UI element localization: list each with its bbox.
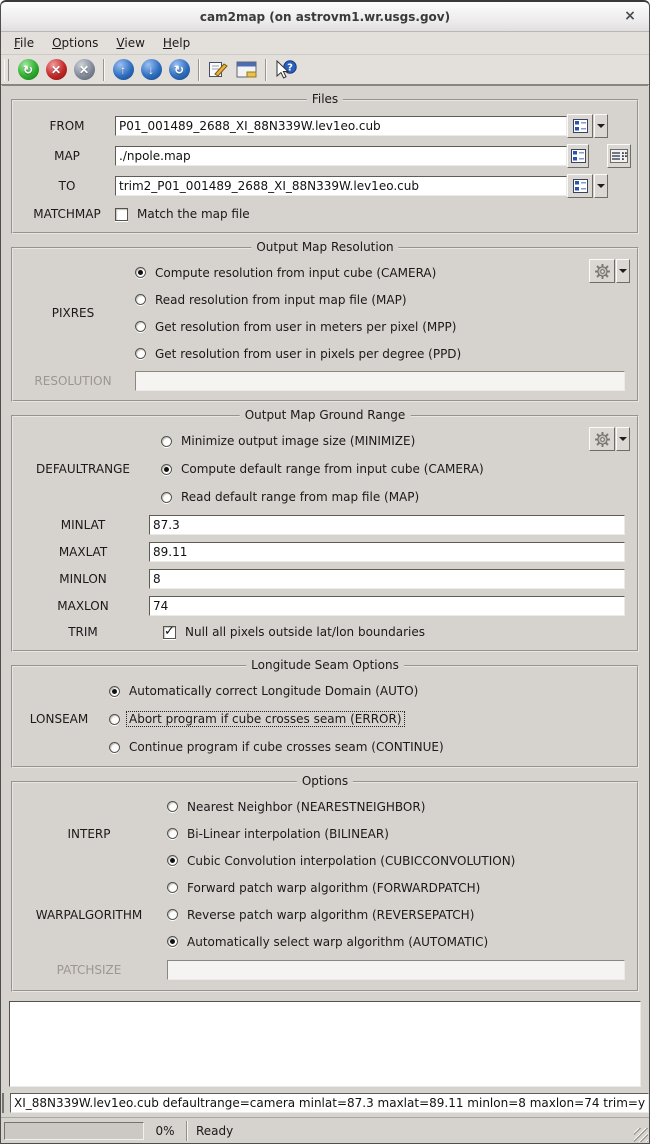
progress-percent: 0% xyxy=(155,1123,175,1138)
edit-log-button[interactable] xyxy=(206,58,230,82)
map-editor-button[interactable] xyxy=(607,144,631,168)
history-down-button[interactable] xyxy=(139,58,163,82)
radio-icon[interactable] xyxy=(135,321,146,332)
radio-icon[interactable] xyxy=(167,909,178,920)
run-icon: ↻ xyxy=(18,59,39,80)
minlat-input[interactable] xyxy=(149,515,625,535)
pixres-label: PIXRES xyxy=(51,306,95,320)
toolbar-separator xyxy=(103,59,104,81)
command-line-row xyxy=(1,1092,649,1114)
menu-help[interactable]: Help xyxy=(162,35,191,50)
resolution-input[interactable] xyxy=(135,371,625,391)
menu-view[interactable]: View xyxy=(116,35,145,50)
options-legend: Options xyxy=(297,774,353,788)
defaultrange-label: DEFAULTRANGE xyxy=(36,462,130,476)
minlat-row xyxy=(19,511,631,538)
minlat-label: MINLAT xyxy=(60,517,106,532)
trim-row xyxy=(19,619,631,645)
interp-option-cubic[interactable]: Cubic Convolution interpolation (CUBICCONVOLUTION) xyxy=(167,847,631,874)
lonseam-section xyxy=(19,677,631,761)
maxlon-label: MAXLON xyxy=(57,598,109,613)
defaultrange-option-minimize[interactable]: Minimize output image size (MINIMIZE) xyxy=(161,427,631,455)
pixres-option-camera[interactable]: Compute resolution from input cube (CAMERA) xyxy=(135,259,631,286)
radio-icon[interactable] xyxy=(167,855,178,866)
interp-section xyxy=(19,793,631,874)
patchsize-label: PATCHSIZE xyxy=(56,963,122,977)
window-panel-button[interactable] xyxy=(234,58,258,82)
warp-section xyxy=(19,874,631,955)
log-output-area[interactable] xyxy=(9,1001,641,1087)
radio-icon[interactable] xyxy=(135,294,146,305)
lonseam-option-auto[interactable]: Automatically correct Longitude Domain (AUTO) xyxy=(109,677,631,705)
trim-checkbox[interactable]: ✓ xyxy=(164,623,175,639)
window-panel-icon xyxy=(236,61,257,78)
resolution-gear-dropdown[interactable] xyxy=(616,259,630,283)
svg-text:?: ? xyxy=(287,62,293,73)
warp-option-automatic[interactable]: Automatically select warp algorithm (AUTOMATIC) xyxy=(167,928,631,955)
options-group xyxy=(11,774,639,992)
interp-label: INTERP xyxy=(67,826,111,841)
to-row xyxy=(19,171,631,201)
pixres-option-mpp[interactable]: Get resolution from user in meters per pixel (MPP) xyxy=(135,313,631,340)
ground-range-gear-group xyxy=(589,427,630,451)
radio-icon[interactable] xyxy=(135,267,146,278)
patchsize-row xyxy=(19,955,631,985)
patchsize-input[interactable] xyxy=(167,960,625,980)
lonseam-label: LONSEAM xyxy=(29,712,89,726)
parameter-area xyxy=(2,85,648,995)
lonseam-option-continue[interactable]: Continue program if cube crosses seam (CONTINUE) xyxy=(109,733,631,761)
file-browse-icon xyxy=(571,149,586,163)
close-icon: ✕ xyxy=(74,59,95,80)
trim-checkbox-label[interactable]: Null all pixels outside lat/lon boundaries xyxy=(185,625,425,639)
stop-icon: ✕ xyxy=(46,59,67,80)
close-app-button[interactable] xyxy=(72,58,96,82)
toolbar-separator xyxy=(198,59,199,81)
statusbar xyxy=(1,1117,649,1143)
radio-icon[interactable] xyxy=(161,492,172,503)
lonseam-group xyxy=(11,658,639,768)
command-line-drag-handle[interactable] xyxy=(2,1093,9,1113)
menu-options[interactable]: Options xyxy=(52,35,99,50)
minlon-label: MINLON xyxy=(59,571,107,586)
resolution-label: RESOLUTION xyxy=(34,374,112,388)
list-icon xyxy=(610,149,628,163)
radio-icon[interactable] xyxy=(167,882,178,893)
history-up-button[interactable] xyxy=(111,58,135,82)
chevron-down-icon xyxy=(597,184,605,192)
pixres-section xyxy=(19,259,631,367)
radio-icon[interactable] xyxy=(167,828,178,839)
files-group xyxy=(11,92,639,234)
ground-range-legend: Output Map Ground Range xyxy=(240,408,411,422)
history-down-icon: ↓ xyxy=(141,59,162,80)
gear-icon xyxy=(594,263,611,280)
progress-bar xyxy=(4,1122,144,1140)
from-label: FROM xyxy=(49,119,85,133)
defaultrange-option-camera[interactable]: Compute default range from input cube (CAMERA) xyxy=(161,455,631,483)
stop-button[interactable] xyxy=(44,58,68,82)
from-browse-button[interactable] xyxy=(567,114,593,138)
reset-button[interactable] xyxy=(167,58,191,82)
menubar xyxy=(1,32,649,55)
ground-range-group xyxy=(11,408,639,652)
minlon-input[interactable] xyxy=(149,569,625,589)
pixres-option-ppd[interactable]: Get resolution from user in pixels per degree (PPD) xyxy=(135,340,631,367)
gear-icon xyxy=(594,431,611,448)
ground-range-gear-dropdown[interactable] xyxy=(616,427,630,451)
lonseam-option-error[interactable]: Abort program if cube crosses seam (ERROR) xyxy=(109,705,631,733)
interp-option-bilinear[interactable]: Bi-Linear interpolation (BILINEAR) xyxy=(167,820,631,847)
radio-icon[interactable] xyxy=(161,436,172,447)
run-button[interactable] xyxy=(16,58,40,82)
maxlon-input[interactable] xyxy=(149,596,625,616)
file-browse-icon xyxy=(573,179,588,193)
radio-icon[interactable] xyxy=(109,686,120,697)
reset-icon: ↻ xyxy=(169,59,190,80)
radio-icon[interactable] xyxy=(135,348,146,359)
resolution-group xyxy=(11,240,639,402)
titlebar xyxy=(1,2,649,32)
from-row xyxy=(19,111,631,141)
radio-icon[interactable] xyxy=(167,936,178,947)
file-browse-icon xyxy=(573,119,588,133)
resolution-field-row xyxy=(19,367,631,395)
map-label: MAP xyxy=(54,149,80,163)
from-dropdown-button[interactable] xyxy=(594,114,608,138)
maxlat-input[interactable] xyxy=(149,542,625,562)
history-up-icon: ↑ xyxy=(113,59,134,80)
radio-icon[interactable] xyxy=(109,742,120,753)
map-browse-button[interactable] xyxy=(567,144,589,168)
defaultrange-section xyxy=(19,427,631,511)
trim-label: TRIM xyxy=(68,625,98,639)
map-input[interactable] xyxy=(115,146,567,166)
chevron-down-icon xyxy=(619,269,627,277)
matchmap-label: MATCHMAP xyxy=(33,207,101,221)
from-input[interactable] xyxy=(115,116,567,136)
toolbar-drag-handle[interactable] xyxy=(4,59,9,81)
whats-this-icon xyxy=(273,60,297,80)
close-button[interactable]: × xyxy=(624,8,636,24)
command-line-field[interactable] xyxy=(10,1093,649,1113)
pixres-option-map[interactable]: Read resolution from input map file (MAP) xyxy=(135,286,631,313)
radio-icon[interactable] xyxy=(109,714,120,725)
maxlon-row xyxy=(19,592,631,619)
matchmap-checkbox-label[interactable]: Match the map file xyxy=(137,207,250,221)
edit-log-icon xyxy=(208,60,228,79)
interp-option-nearest[interactable]: Nearest Neighbor (NEARESTNEIGHBOR) xyxy=(167,793,631,820)
lonseam-legend: Longitude Seam Options xyxy=(246,658,404,672)
files-legend: Files xyxy=(307,92,343,106)
matchmap-row xyxy=(19,201,631,227)
warpalgorithm-label: WARPALGORITHM xyxy=(35,907,143,922)
to-label: TO xyxy=(58,179,76,193)
maxlat-row xyxy=(19,538,631,565)
defaultrange-option-map[interactable]: Read default range from map file (MAP) xyxy=(161,483,631,511)
toolbar xyxy=(1,55,649,85)
window-title: cam2map (on astrovm1.wr.usgs.gov) xyxy=(199,9,451,24)
warp-option-reverse[interactable]: Reverse patch warp algorithm (REVERSEPATCH) xyxy=(167,901,631,928)
resolution-legend: Output Map Resolution xyxy=(251,240,398,254)
radio-icon[interactable] xyxy=(161,464,172,475)
to-input[interactable] xyxy=(115,176,567,196)
map-row xyxy=(19,141,631,171)
resolution-gear-group xyxy=(589,259,630,283)
to-dropdown-button[interactable] xyxy=(594,174,608,198)
matchmap-checkbox[interactable] xyxy=(115,208,128,221)
chevron-down-icon xyxy=(597,124,605,132)
status-message: Ready xyxy=(196,1123,234,1138)
minlon-row xyxy=(19,565,631,592)
whats-this-button[interactable] xyxy=(273,58,297,82)
chevron-down-icon xyxy=(619,437,627,445)
to-browse-button[interactable] xyxy=(567,174,593,198)
resolution-gear-button[interactable] xyxy=(589,259,615,283)
resize-grip[interactable] xyxy=(634,1128,648,1142)
toolbar-separator xyxy=(265,59,266,81)
radio-icon[interactable] xyxy=(167,801,178,812)
maxlat-label: MAXLAT xyxy=(58,544,108,559)
warp-option-forward[interactable]: Forward patch warp algorithm (FORWARDPATCH) xyxy=(167,874,631,901)
menu-file[interactable]: File xyxy=(14,35,35,50)
ground-range-gear-button[interactable] xyxy=(589,427,615,451)
